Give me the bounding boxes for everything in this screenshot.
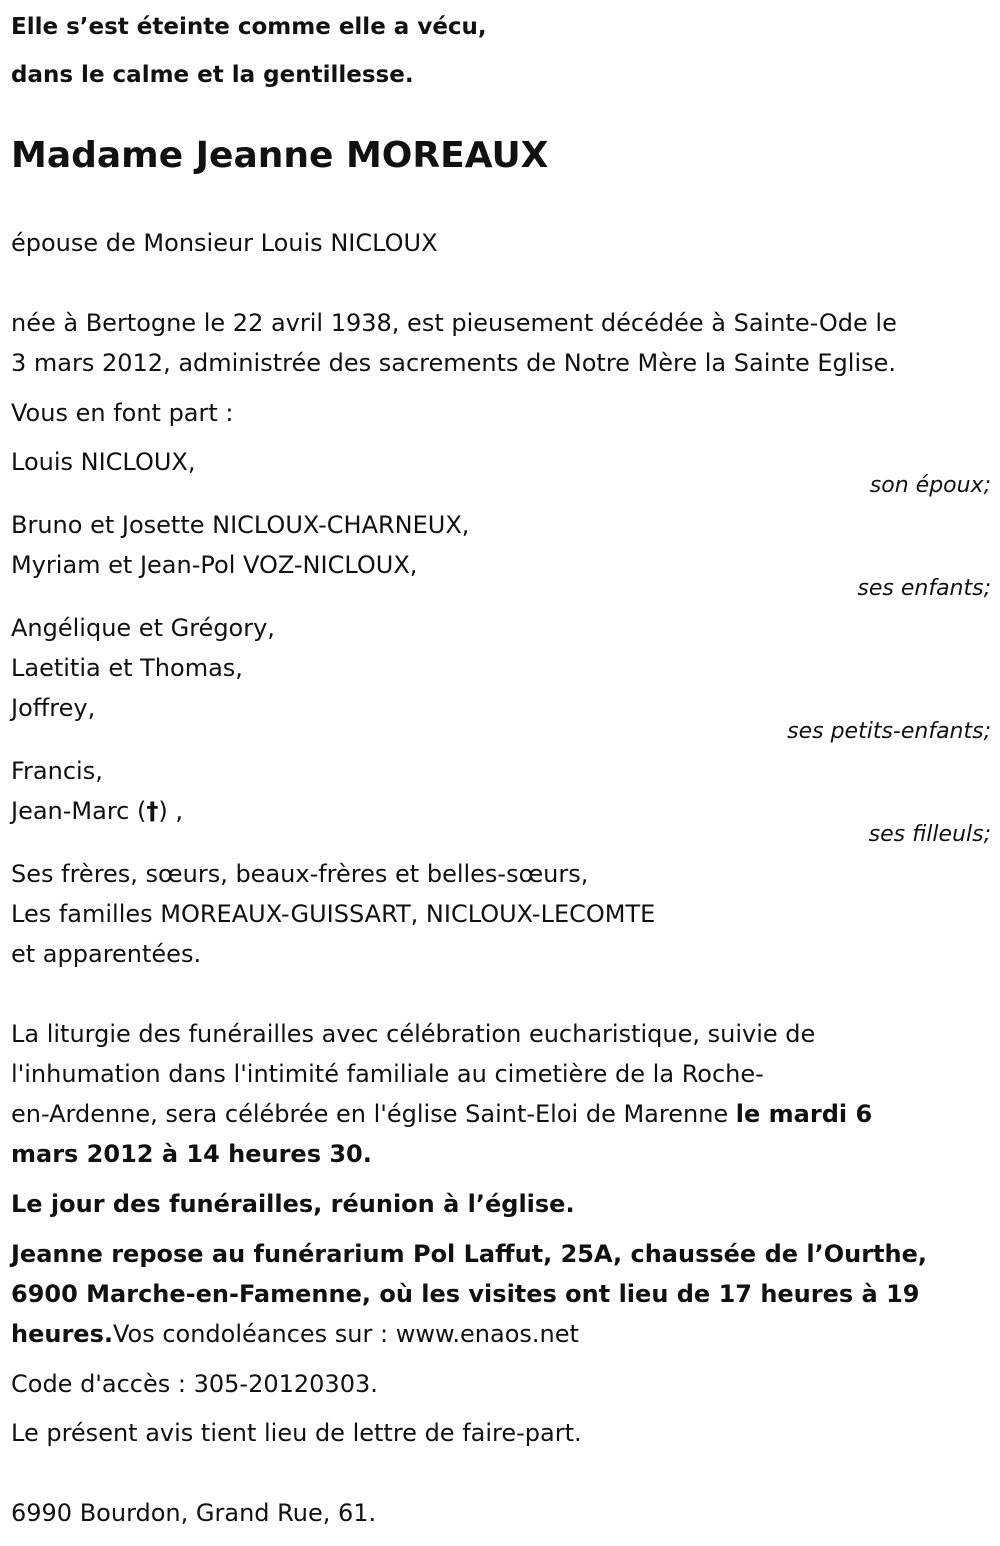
family-role-godchildren: ses filleuls; xyxy=(868,822,991,847)
family-role-spouse: son époux; xyxy=(869,473,991,498)
family-member-with-cross xyxy=(11,796,183,826)
visitation-line-1: Jeanne repose au funérarium Pol Laffut, 25A, chaussée de l’Ourthe, xyxy=(11,1240,927,1268)
intro-line-2: dans le calme et la gentillesse. xyxy=(11,62,414,88)
family-member: Angélique et Grégory, xyxy=(11,614,275,642)
condolences-link-text: Vos condoléances sur : www.enaos.net xyxy=(112,1320,579,1348)
extended-family-line: Ses frères, sœurs, beaux-frères et belles-sœurs, xyxy=(11,860,589,888)
announcers-intro: Vous en font part : xyxy=(11,399,234,427)
ceremony-date-end: mars 2012 à 14 heures 30. xyxy=(11,1140,372,1168)
notice-line: Le présent avis tient lieu de lettre de faire-part. xyxy=(11,1419,582,1447)
ceremony-line-3 xyxy=(11,1099,872,1129)
address-line: 6990 Bourdon, Grand Rue, 61. xyxy=(11,1499,377,1527)
family-role-children: ses enfants; xyxy=(857,576,991,601)
birth-death-line-2: 3 mars 2012, administrée des sacrements de Notre Mère la Sainte Eglise. xyxy=(11,349,897,377)
family-member-suffix: ) , xyxy=(158,797,183,825)
meeting-line: Le jour des funérailles, réunion à l’église. xyxy=(11,1190,575,1218)
visitation-line-2: 6900 Marche-en-Famenne, où les visites ont lieu de 17 heures à 19 xyxy=(11,1280,920,1308)
ceremony-location: en-Ardenne, sera célébrée en l'église Saint-Eloi de Marenne xyxy=(11,1100,736,1128)
family-member: Myriam et Jean-Pol VOZ-NICLOUX, xyxy=(11,551,418,579)
family-member: Bruno et Josette NICLOUX-CHARNEUX, xyxy=(11,511,470,539)
birth-death-line-1: née à Bertogne le 22 avril 1938, est pieusement décédée à Sainte-Ode le xyxy=(11,309,897,337)
family-member-name: Jean-Marc ( xyxy=(11,797,147,825)
ceremony-date-start: le mardi 6 xyxy=(735,1100,873,1128)
family-member: Joffrey, xyxy=(11,694,96,722)
visitation-hours-end: heures. xyxy=(11,1320,113,1348)
extended-family-line: Les familles MOREAUX-GUISSART, NICLOUX-LECOMTE xyxy=(11,900,656,928)
spouse-line: épouse de Monsieur Louis NICLOUX xyxy=(11,229,438,257)
ceremony-line-2: l'inhumation dans l'intimité familiale au cimetière de la Roche- xyxy=(11,1060,764,1088)
intro-line-1: Elle s’est éteinte comme elle a vécu, xyxy=(11,14,487,40)
family-role-grandchildren: ses petits-enfants; xyxy=(787,719,991,744)
extended-family-line: et apparentées. xyxy=(11,940,202,968)
family-member: Francis, xyxy=(11,757,103,785)
deceased-name: Madame Jeanne MOREAUX xyxy=(11,135,549,176)
access-code: Code d'accès : 305-20120303. xyxy=(11,1370,378,1398)
ceremony-line-1: La liturgie des funérailles avec célébration eucharistique, suivie de xyxy=(11,1020,816,1048)
family-member: Louis NICLOUX, xyxy=(11,448,196,476)
family-member: Laetitia et Thomas, xyxy=(11,654,243,682)
cross-icon: † xyxy=(146,797,159,825)
visitation-line-3 xyxy=(11,1319,579,1349)
